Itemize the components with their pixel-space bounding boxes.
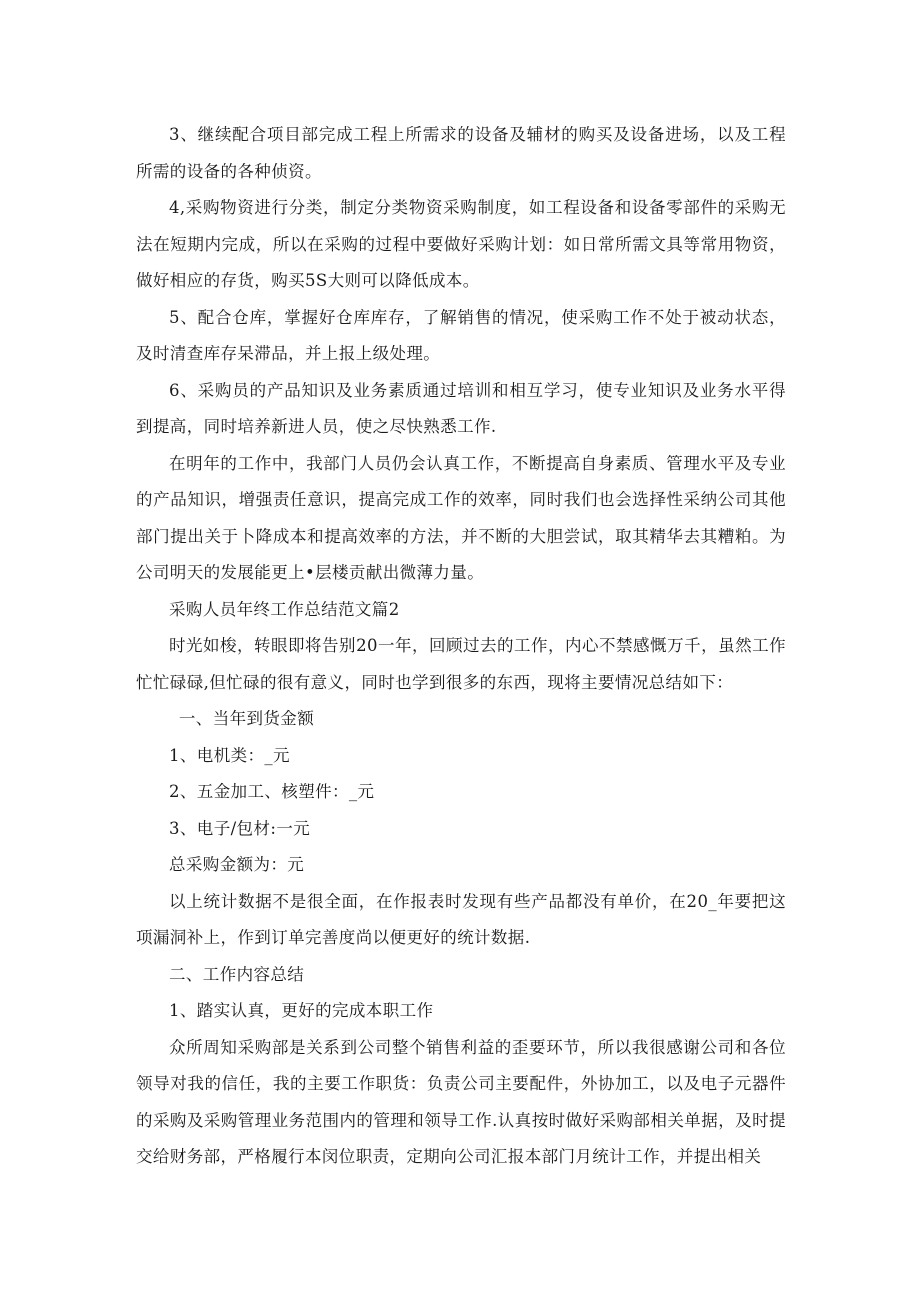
total-purchase-amount: 总采购金额为：元 — [169, 855, 305, 874]
document-body — [136, 117, 786, 1176]
heading-diligent: 1、踏实认真，更好的完成本职工作 — [169, 1001, 434, 1020]
list-item-motors: 1、电机类：_元 — [169, 745, 290, 765]
paragraph-item-5: 5、配合仓库，掌握好仓库库存，了解销售的情况，使采购工作不处于被动状态，及时清查库存呆滞品，并上报上级处理。 — [136, 307, 786, 363]
paragraph-statistics: 以上统计数据不是很全面，在作报表时发现有些产品都没有单价，在20_年要把这项漏洞补上，作到订单完善度尚以便更好的统计数据. — [136, 891, 786, 947]
heading-delivery-amount: 一、当年到货金额 — [178, 709, 315, 728]
list-item-electronics: 3、电子/包材:一元 — [169, 818, 311, 838]
paragraph-item-6: 6、采购员的产品知识及业务素质通过培训和相互学习，使专业知识及业务水平得到提高，同时培养新进人员，使之尽快熟悉工作. — [136, 380, 786, 436]
paragraph-item-4: 4,采购物资进行分类，制定分类物资采购制度，如工程设备和设备零部件的采购无法在短期内完成，所以在采购的过程中要做好采购计划：如日常所需文具等常用物资，做好相应的存货，购买5S大则可以降低成本。 — [136, 198, 786, 290]
paragraph-duties: 众所周知采购部是关系到公司整个销售利益的歪要环节，所以我很感谢公司和各位领导对我的信任，我的主要工作职货：负责公司主要配件，外协加工，以及电子元器件的采购及采购管理业务范围内的管理和领导工作.认真按时做好采购部相关单据，及时提交给财务部，严格履行本闵位职责，定期向公司汇报本部门月统计工作，并提出相关 — [136, 1037, 786, 1166]
paragraph-next-year: 在明年的工作中，我部门人员仍会认真工作，不断提高自身素质、管理水平及专业的产品知识，增强责任意识，提高完成工作的效率，同时我们也会选择性采纳公司其他部门提出关于卜降成本和提高效率的方法，并不断的大胆尝试，取其精华去其糟粕。为公司明天的发展能更上•层楼贡献出微薄力量。 — [136, 453, 786, 582]
section-title: 采购人员年终工作总结范文篇2 — [169, 599, 400, 619]
heading-work-summary: 二、工作内容总结 — [169, 964, 305, 984]
list-item-hardware: 2、五金加工、核塑件：_元 — [169, 782, 375, 801]
paragraph-item-3: 3、继续配合项目部完成工程上所需求的设备及辅材的购买及设备进场，以及工程所需的设备的各种侦资。 — [136, 125, 786, 181]
paragraph-intro: 时光如梭，转眼即将告别20一年，回顾过去的工作，内心不禁感慨万千，虽然工作忙忙碌碌,但忙碌的很有意义，同时也学到很多的东西，现将主要情况总结如下： — [136, 636, 786, 692]
